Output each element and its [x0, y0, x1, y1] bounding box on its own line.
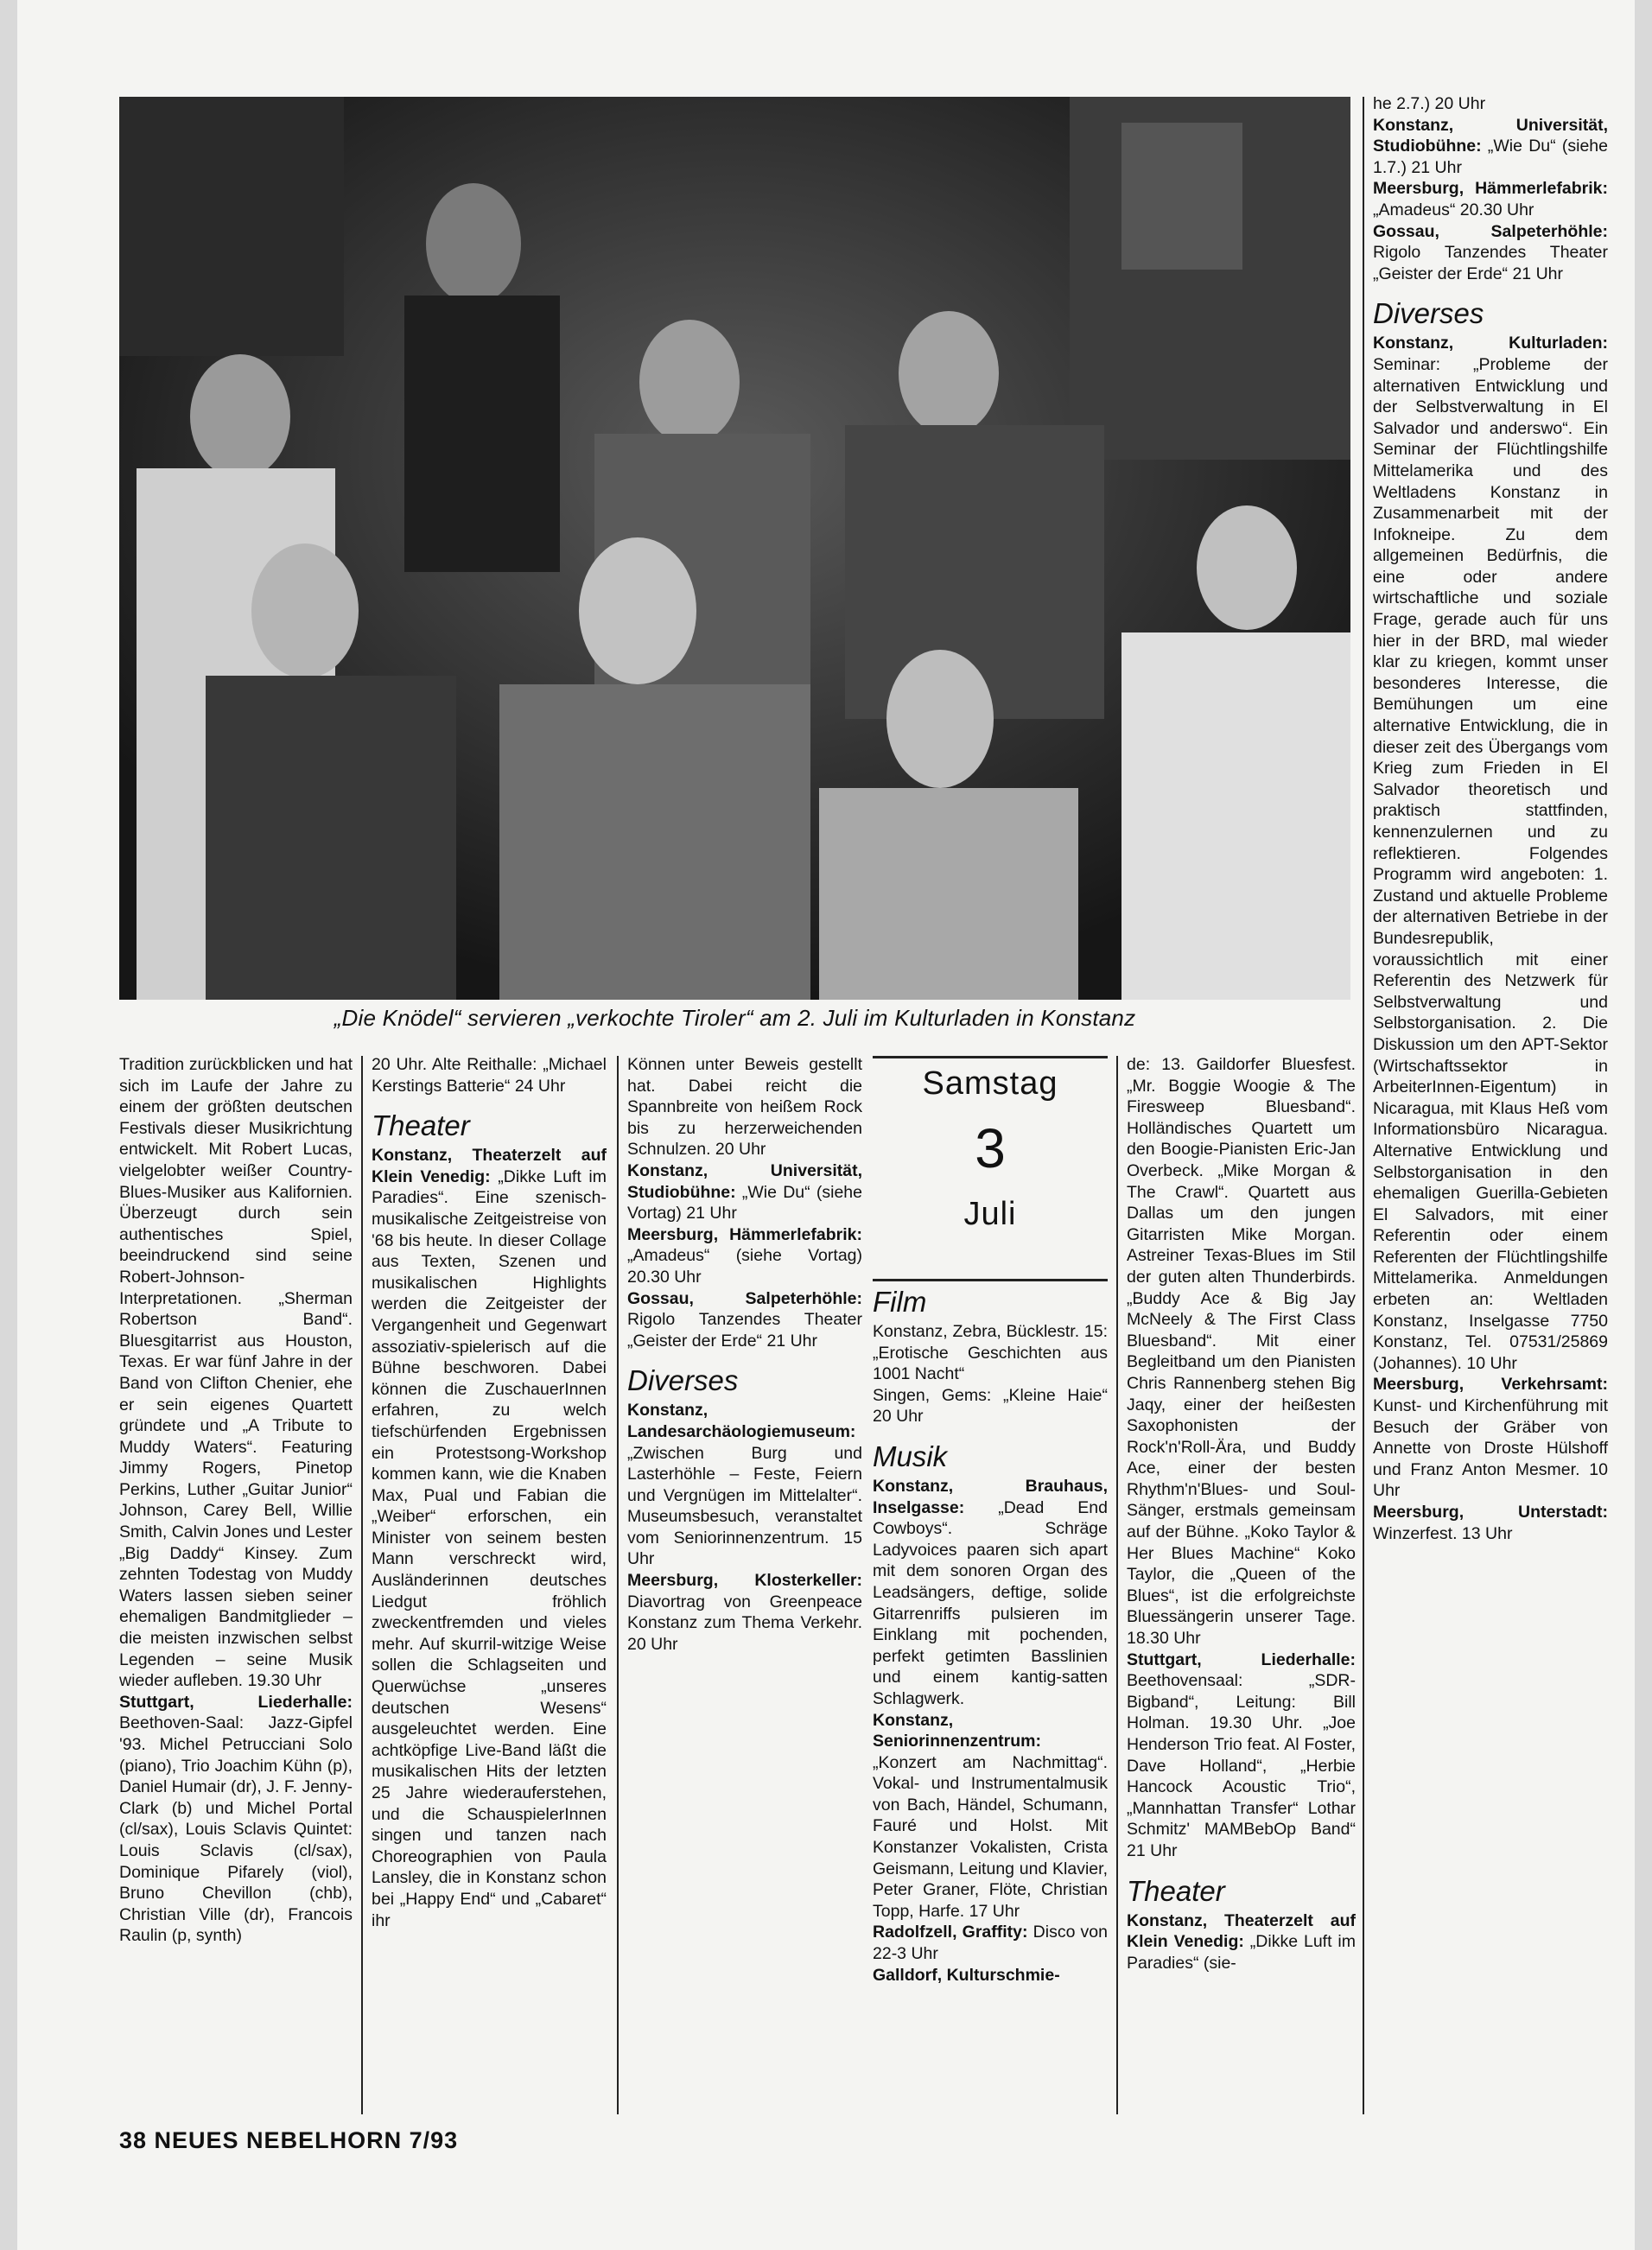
event-konzert-nachmittag: „Konzert am Nachmittag“. Vokal- und Instrumentalmusik von Bach, Händel, Schumann, Fauré und Holst. Mit Konstanzer Vokalisten, Crista Geismann, Leitung und Klavier, Peter Graner, Flöte, Christian Topp, Harfe. 17 Uhr [873, 1752, 1108, 1921]
event-burg-lasterhoehle: „Zwischen Burg und Lasterhöhle – Feste, Feiern und Vergnügen im Mittelalter“. Museumsbesuch, veranstaltet vom Seniorinnenzentrum. 15 Uhr [627, 1443, 862, 1569]
section-heading-theater: Theater [372, 1109, 470, 1142]
column-divider [617, 1056, 619, 2114]
event-winzerfest: Winzerfest. 13 Uhr [1373, 1523, 1513, 1543]
date-box [873, 1056, 1108, 1281]
venue-verkehrsamt: Meersburg, Verkehrsamt: [1373, 1375, 1608, 1395]
event-dikke-luft: „Dikke Luft im Paradies“. Eine szenisch-musikalische Zeitgeistreise von '68 bis heute. In dieser Collage aus Texten, Szenen und musikalischen Highlights werden die Zeitgeister der Vergangenheit und Gegenwart assoziativ-spielerisch auf die Bühne beschworen. Dabei können die ZuschauerInnen erfahren, zu welch tiefschürfenden Ergebnissen ein Protestsong-Workshop kommen kann, wie die Knaben Max, Pual und Fabian die „Weiber“ erforschen, ein Minister von seinem besten Mann verschreckt wird, Ausländerinnen deutsches Liedgut fröhlich zweckentfremden und vieles mehr. Auf skurril-witzige Weise sollen die Schlagseiten und Querwüchse „unseres deutschen Wesens“ ausgeleuchtet werden. Eine achtköpfige Live-Band läßt die musikalischen Hits der letzten 25 Jahre wiederauferstehen, und die SchauspielerInnen singen und tanzen nach Choreographien von Paula Lansley, die in Konstanz schon bei „Happy End“ und „Cabaret“ ihr [372, 1166, 607, 1930]
event-dikke-luft-2: „Dikke Luft im Paradies“ (sie- [1127, 1932, 1356, 1973]
event-wie-du: „Wie Du“ (siehe Vortag) 21 Uhr [627, 1182, 862, 1224]
venue-brauhaus: Konstanz, Brauhaus, Inselgasse: [873, 1476, 1108, 1517]
band-photo-illustration [119, 97, 1350, 1000]
photo-caption: „Die Knödel“ servieren „verkochte Tiroler“ am 2. Juli im Kulturladen in Konstanz [334, 1005, 1136, 1031]
event-sdr-bigband: Beethovensaal: „SDR-Bigband“, Leitung: Bill Holman. 19.30 Uhr. „Joe Henderson Trio feat. Al Foster, Dave Holland“, „Herbie Hancock Acoustic Trio“, „Mannhattan Transfer“ Lothar Schmitz' MAMBebOp Band“ 21 Uhr [1127, 1671, 1356, 1860]
column-6-top: he 2.7.) 20 Uhr [1373, 94, 1486, 113]
venue-galldorf: Galldorf, Kulturschmie- [873, 1965, 1060, 1985]
venue-salpeterhoehle: Gossau, Salpeterhöhle: [627, 1288, 862, 1308]
event-kirchenfuehrung: Kunst- und Kirchenführung mit Besuch der Gräber von Annette von Droste Hülshoff und Franz Anton Mesmer. 10 Uhr [1373, 1396, 1608, 1501]
column-2-top: 20 Uhr. Alte Reithalle: „Michael Kerstings Batterie“ 24 Uhr [372, 1055, 607, 1096]
column-divider [1116, 1056, 1118, 2114]
venue-theaterzelt: Konstanz, Theaterzelt auf Klein Venedig: [372, 1146, 607, 1186]
column-1 [119, 1054, 353, 1947]
venue-theaterzelt-2: Konstanz, Theaterzelt auf Klein Venedig: [1127, 1910, 1356, 1952]
section-heading-film: Film [873, 1286, 927, 1318]
section-heading-diverses-2: Diverses [1373, 297, 1484, 330]
column-4 [873, 1285, 1108, 1986]
event-wie-du-2: „Wie Du“ (siehe 1.7.) 21 Uhr [1373, 137, 1608, 177]
event-jazz-gipfel: Beethoven-Saal: Jazz-Gipfel '93. Michel Petrucciani Solo (piano), Trio Joachim Kühn (p), Daniel Humair (dr), J. F. Jenny-Clark (b) und Michel Portal (cl/sax), Louis Sclavis Quintet: Louis Sclavis (cl/sax), Dominique Pifarely (viol), Bruno Chevillon (chb), Christian Ville (dr), Francois Raulin (p, synth) [119, 1713, 353, 1946]
column-1-text: Tradition zurückblicken und hat sich im Laufe der Jahre zu einem der größten deutschen Festivals dieser Musikrichtung entwickelt. Mit Robert Lucas, vielgelobter weißer Country-Blues-Musiker aus Kalifornien. Überzeugt durch sein authentisches Spiel, beeindruckend sind seine Robert-Johnson-Interpretationen. „Sherman Robertson Band“. Bluesgitarrist aus Houston, Texas. Er war fünf Jahre in der Band von Clifton Chenier, ehe er sein eigenes Quartett gründete und „A Tribute to Muddy Waters“. Featuring Jimmy Rogers, Pinetop Perkins, Luther „Guitar Junior“ Johnson, Carey Bell, Willie Smith, Calvin Jones und Lester „Big Daddy“ Kinsey. Zum zehnten Todestag von Muddy Waters lassen sieben seiner ehemaligen Bandmitglieder – die meisten inzwischen selbst Legenden – seine Musik wieder aufleben. 19.30 Uhr [119, 1055, 353, 1691]
event-geister-der-erde-2: Rigolo Tanzendes Theater „Geister der Erde“ 21 Uhr [1373, 243, 1608, 283]
date-month: Juli [963, 1196, 1017, 1232]
column-2 [372, 1054, 607, 1931]
event-bluesfest: de: 13. Gaildorfer Bluesfest. „Mr. Boggie Woogie & The Firesweep Bluesband“. Holländisches Quartett um den Boogie-Pianisten Eric-Jan Overbeck. „Mike Morgan & The Crawl“. Quartett aus Dallas um den jungen Gitarristen Mike Morgan. Astreiner Texas-Blues im Stil der guten alten Thunderbirds. „Buddy Ace & Big Jay McNeely & The First Class Bluesband“. Mit einer Begleitband um den Pianisten Chris Rannenberg stehen Big Jaqy, einer der heißesten Saxophonisten der Rock'n'Roll-Ära, und Buddy Ace, einer der besten Rhythm'n'Blues- und Soul-Sänger, erstmals gemeinsam auf der Bühne. „Koko Taylor & Her Blues Machine“ Koko Taylor, die „Queen of the Blues“, ist die erfolgreichste Bluessängerin unserer Tage. 18.30 Uhr [1127, 1055, 1356, 1649]
event-geister-der-erde: Rigolo Tanzendes Theater „Geister der Erde“ 21 Uhr [627, 1310, 862, 1351]
column-3-top: Können unter Beweis gestellt hat. Dabei reicht die Spannbreite von heißem Rock bis zu herzerweichenden Schnulzen. 20 Uhr [627, 1055, 862, 1160]
event-amadeus-2: „Amadeus“ 20.30 Uhr [1373, 200, 1534, 219]
venue-klosterkeller: Meersburg, Klosterkeller: [627, 1571, 862, 1591]
venue-unterstadt: Meersburg, Unterstadt: [1373, 1503, 1608, 1522]
event-greenpeace-diavortrag: Diavortrag von Greenpeace Konstanz zum Thema Verkehr. 20 Uhr [627, 1592, 862, 1654]
section-heading-musik: Musik [873, 1440, 948, 1472]
venue-landesarchaeologiemuseum: Konstanz, Landesarchäologiemuseum: [627, 1401, 856, 1441]
column-divider [361, 1056, 363, 2114]
newspaper-page [17, 0, 1635, 2250]
date-weekday: Samstag [922, 1065, 1058, 1102]
column-divider [1363, 97, 1364, 2114]
date-number: 3 [975, 1117, 1006, 1179]
event-zebra: Konstanz, Zebra, Bücklestr. 15: „Erotische Geschichten aus 1001 Nacht“ [873, 1322, 1108, 1384]
event-disco: Disco von 22-3 Uhr [873, 1923, 1108, 1964]
column-6 [1373, 93, 1608, 1544]
venue-seniorinnenzentrum: Konstanz, Seniorinnenzentrum: [873, 1710, 1042, 1751]
section-heading-diverses: Diverses [627, 1364, 739, 1397]
venue-graffity: Radolfzell, Graffity: [873, 1923, 1028, 1942]
band-photo [119, 97, 1350, 1000]
section-heading-theater-2: Theater [1127, 1874, 1225, 1907]
venue-salpeterhoehle-2: Gossau, Salpeterhöhle: [1373, 221, 1608, 241]
venue-studiobuehne: Konstanz, Universität, Studiobühne: [627, 1160, 862, 1202]
event-seminar-el-salvador: Seminar: „Probleme der alternativen Entwicklung und der Selbstverwaltung in El Salvador und anderswo“. Ein Seminar der Flüchtlingshilfe Mittelamerika und des Weltladens Konstanz in Zusammenarbeit mit der Infokneipe. Zu dem allgemeinen Bedürfnis, die eine oder andere wirtschaftliche und soziale Frage, gerade auch für uns hier in der BRD, mal wieder klar zu kriegen, kommt unser besonderes Interesse, die Bemühungen um eine alternative Entwicklung, die in dieser zeit des Übergangs vom Krieg zum Frieden in El Salvador theoretisch und praktisch stattfinden, kennenzulernen und zu reflektieren. Folgendes Programm wird angeboten: 1. Zustand und aktuelle Probleme der alternativen Betriebe in der Bundesrepublik, voraussichtlich mit einer Referentin des Netzwerk für Selbstverwaltung und Selbstorganisation. 2. Die Diskussion um den APT-Sektor (Wirtschaftssektor in ArbeiterInnen-Eigentum) in Nicaragua, mit Klaus Heß vom Informationsbüro Nicaragua. Alternative Entwicklung und Selbstorganisation in den ehemaligen Guerilla-Gebieten El Salvadors, mit einer Referentin oder einem Referenten der Flüchtlingshilfe Mittelamerika. Anmeldungen erbeten an: Weltladen Konstanz, Inselgasse 7750 Konstanz, Tel. 07531/25869 (Johannes). 10 Uhr [1373, 354, 1608, 1373]
column-3 [627, 1054, 862, 1655]
venue-studiobuehne-2: Konstanz, Universität, Studiobühne: [1373, 115, 1608, 156]
venue-kulturladen: Konstanz, Kulturladen: [1373, 334, 1608, 353]
venue-haemmerlefabrik-2: Meersburg, Hämmerlefabrik: [1373, 179, 1608, 199]
event-amadeus: „Amadeus“ (siehe Vortag) 20.30 Uhr [627, 1246, 862, 1287]
page-footer: 38 NEUES NEBELHORN 7/93 [119, 2127, 459, 2153]
venue-stuttgart-liederhalle: Stuttgart, Liederhalle: [119, 1692, 353, 1712]
venue-haemmerlefabrik: Meersburg, Hämmerlefabrik: [627, 1224, 862, 1244]
column-5 [1127, 1054, 1356, 1974]
event-dead-end-cowboys: „Dead End Cowboys“. Schräge Ladyvoices paaren sich apart mit dem sonoren Organ des Leadsängers, deftige, solide Gitarrenriffs pulsieren im Einklang mit pochenden, perfekt getimten Basslinien und einem kantig-satten Schlagwerk. [873, 1497, 1108, 1708]
event-gems: Singen, Gems: „Kleine Haie“ 20 Uhr [873, 1385, 1108, 1427]
venue-stuttgart-liederhalle-2: Stuttgart, Liederhalle: [1127, 1649, 1356, 1669]
